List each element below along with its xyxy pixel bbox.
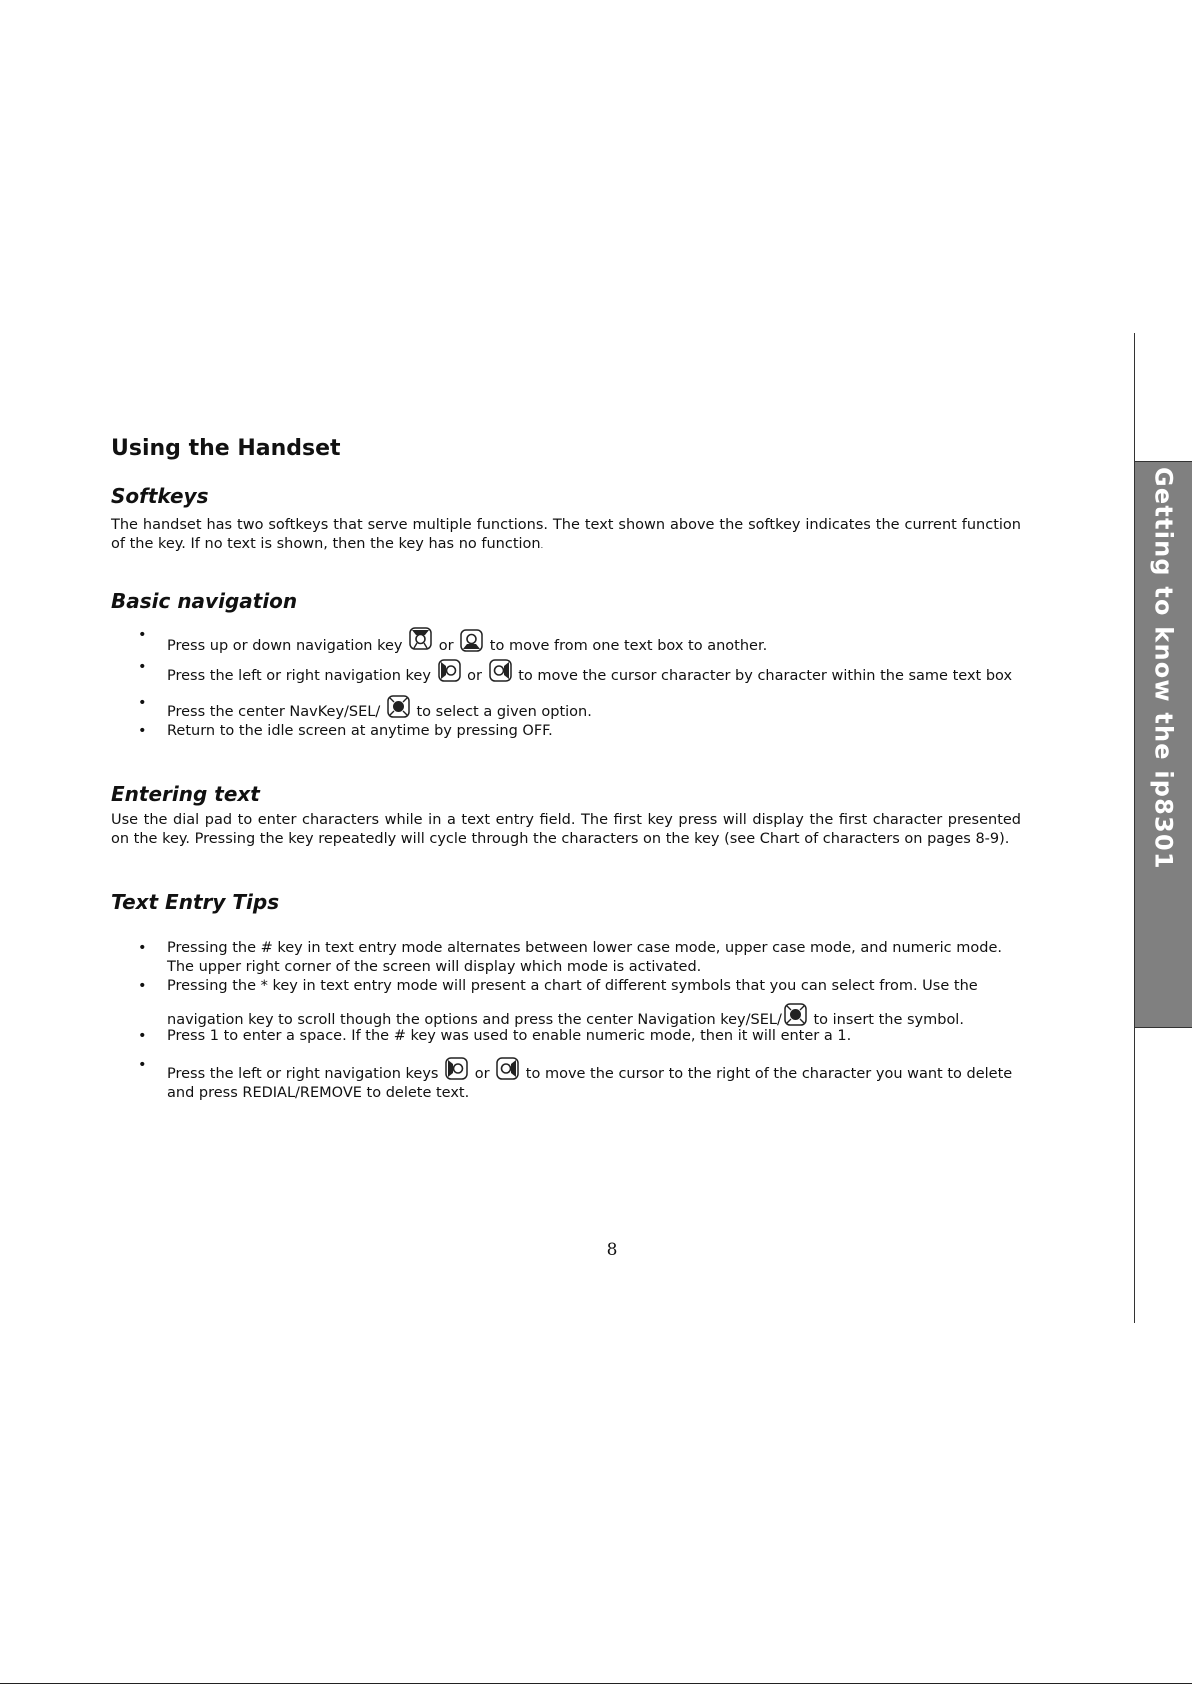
bottom-edge-rule [0,1683,1192,1684]
bullet-dot: • [138,723,147,739]
softkeys-text: The handset has two softkeys that serve multiple functions. The text shown above the softkey indicates the current function of the key. If no text is shown, then the key has no function [111,517,1021,552]
nav-right-key-icon [495,1056,520,1081]
bullet-dot: • [138,978,147,994]
softkeys-paragraph [111,516,1021,555]
bullet-dot: • [138,659,147,675]
nav-down-key-icon [459,628,484,653]
basic-navigation-heading: Basic navigation [111,589,298,613]
nav-center-select-key-icon [783,1002,808,1027]
page-number: 8 [606,1240,618,1260]
basic-navigation-list [111,620,1026,741]
bullet-dot: • [138,695,147,711]
softkeys-heading: Softkeys [111,484,209,508]
bullet-dot: • [138,1028,147,1044]
list-item: • Press the left or right navigation key or to move the cursor character by character within the same text box [138,659,1013,684]
list-item: • Press the left or right navigation keys or to move the cursor to the right of the character you want to delete and press REDIAL/REMOVE to delete text. [138,1057,1013,1101]
bullet-dot: • [138,627,147,643]
chapter-side-tab-label: Getting to know the ip8301 [1149,467,1178,870]
nav-left-key-icon [437,658,462,683]
list-item: • Press up or down navigation key or to move from one text box to another. [138,627,768,654]
list-item: • Press 1 to enter a space. If the # key was used to enable numeric mode, then it will enter a 1. [138,1028,852,1044]
nav-center-select-key-icon [386,694,411,719]
list-item: • Pressing the # key in text entry mode alternates between lower case mode, upper case mode, and numeric mode. The upper right corner of the screen will display which mode is activated. [138,940,1002,975]
list-item: • Pressing the * key in text entry mode will present a chart of different symbols that you can select from. Use the navigation key to scroll though the options and press the center Navigation key/SEL/ to insert the symbol. [111,971,1026,1036]
list-item: • Press the center NavKey/SEL/ to select a given option. [138,695,592,720]
bullet-dot: • [138,940,147,956]
list-item: • Return to the idle screen at anytime by pressing OFF. [138,723,553,739]
text-entry-tips-list [111,939,1026,1103]
nav-left-key-icon [444,1056,469,1081]
page-title: Using the Handset [111,436,341,461]
entering-text-heading: Entering text [111,782,260,806]
softkeys-period: . [540,541,544,550]
bullet-dot: • [138,1057,147,1073]
nav-right-key-icon [488,658,513,683]
entering-text-paragraph: Use the dial pad to enter characters while in a text entry field. The first key press will display the first character presented on the key. Pressing the key repeatedly will cycle through the characters on the key (see Chart of characters on pages 8-9). [111,812,1021,847]
text-entry-tips-heading: Text Entry Tips [111,890,280,914]
nav-up-key-icon [408,626,433,651]
